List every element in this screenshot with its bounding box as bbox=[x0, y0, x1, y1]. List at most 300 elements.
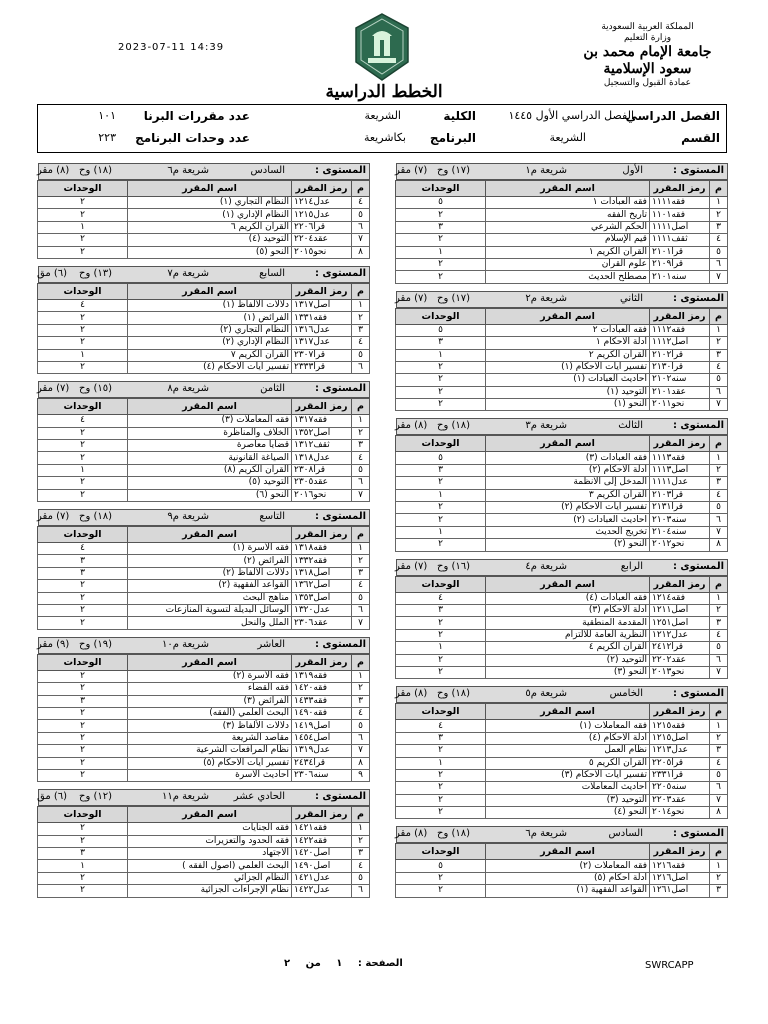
course-units: ٤ bbox=[396, 720, 486, 732]
level-header bbox=[38, 789, 370, 806]
course-units: ٢ bbox=[396, 502, 486, 514]
level-required-count: (٨) مقر bbox=[395, 420, 428, 432]
col-header-no: م bbox=[352, 527, 370, 543]
table-row bbox=[396, 464, 728, 476]
course-code: اصل١١١٣ bbox=[650, 464, 710, 476]
course-no: ٦ bbox=[352, 221, 370, 233]
course-code: اصل١٢١١ bbox=[650, 604, 710, 616]
course-no: ٤ bbox=[352, 860, 370, 872]
col-header-units: الوحدات bbox=[396, 181, 486, 197]
course-name: دلالات الألفاظ (٢) bbox=[128, 567, 292, 579]
course-units: ٢ bbox=[396, 234, 486, 246]
level-name: الثاني bbox=[619, 292, 643, 304]
course-name: فقه المعاملات (١) bbox=[486, 720, 650, 732]
level-required-count: (٦) مق bbox=[37, 791, 68, 803]
level-program: شريعة م٧ bbox=[167, 267, 209, 279]
level-program: شريعة م٩ bbox=[167, 511, 209, 523]
course-name: احاديث المعاملات bbox=[486, 782, 650, 794]
course-units: ٢ bbox=[396, 872, 486, 884]
course-name: قيم الإسلام bbox=[486, 234, 650, 246]
course-no: ٤ bbox=[710, 361, 728, 373]
level-gap bbox=[38, 374, 370, 381]
course-name: النحو (٤) bbox=[486, 807, 650, 819]
level-name: الحادي عشر bbox=[233, 791, 285, 803]
table-row bbox=[396, 629, 728, 641]
course-code: اصل١٣٦٢ bbox=[292, 580, 352, 592]
course-code: قرا٢٣٠٧ bbox=[292, 349, 352, 361]
course-name: الصياغة القانونية bbox=[128, 452, 292, 464]
table-row bbox=[396, 526, 728, 538]
course-no: ٢ bbox=[352, 555, 370, 567]
course-units: ٢ bbox=[38, 745, 128, 757]
course-no: ٣ bbox=[710, 617, 728, 629]
info-row-1 bbox=[38, 109, 726, 131]
course-no: ٧ bbox=[710, 794, 728, 806]
course-units: ١ bbox=[38, 349, 128, 361]
course-units: ٢ bbox=[396, 629, 486, 641]
col-header-name: اسم المقرر bbox=[128, 527, 292, 543]
course-no: ٣ bbox=[710, 745, 728, 757]
table-row bbox=[38, 617, 370, 629]
course-no: ٥ bbox=[710, 246, 728, 258]
course-name: الوسائل البديلة لتسوية المنازعات bbox=[128, 604, 292, 616]
course-code: فقه١١١٢ bbox=[650, 324, 710, 336]
course-units: ٣ bbox=[396, 464, 486, 476]
course-code: قرا٢١٠٢ bbox=[650, 349, 710, 361]
col-header-code: رمز المقرر bbox=[650, 576, 710, 592]
course-units: ٥ bbox=[396, 324, 486, 336]
course-no: ٧ bbox=[710, 666, 728, 678]
course-units: ٥ bbox=[396, 197, 486, 209]
course-code: عدل١٢١٢ bbox=[650, 629, 710, 641]
course-no: ٦ bbox=[710, 514, 728, 526]
table-row bbox=[396, 720, 728, 732]
course-no: ٥ bbox=[710, 642, 728, 654]
course-code: ثقف١١١١ bbox=[650, 234, 710, 246]
courses-table bbox=[37, 398, 370, 502]
course-code: فقه١٤٣٣ bbox=[292, 695, 352, 707]
course-no: ١ bbox=[710, 324, 728, 336]
course-name: النحو (٣) bbox=[486, 666, 650, 678]
table-row bbox=[396, 197, 728, 209]
course-code: اصل١٢٥١ bbox=[650, 617, 710, 629]
level-required-count: (٧) مقر bbox=[37, 511, 70, 523]
course-name: الفرائض (٢) bbox=[128, 555, 292, 567]
level-header bbox=[38, 266, 370, 283]
course-name: التوحيد (٥) bbox=[128, 477, 292, 489]
course-code: عدل١٣١٩ bbox=[292, 745, 352, 757]
level-gap bbox=[396, 411, 728, 418]
table-row bbox=[38, 885, 370, 897]
course-units: ٢ bbox=[396, 617, 486, 629]
course-no: ١ bbox=[352, 543, 370, 555]
level-header bbox=[396, 163, 728, 180]
table-row bbox=[396, 324, 728, 336]
table-row bbox=[396, 654, 728, 666]
course-code: قرا٢٢٠٥ bbox=[650, 757, 710, 769]
course-code: اصل١٤٥٤ bbox=[292, 732, 352, 744]
course-no: ٦ bbox=[710, 654, 728, 666]
course-no: ٤ bbox=[710, 757, 728, 769]
course-no: ١ bbox=[352, 823, 370, 835]
course-name: الخلاف والمناظرة bbox=[128, 427, 292, 439]
course-no: ٤ bbox=[710, 489, 728, 501]
table-row bbox=[38, 312, 370, 324]
course-name: فقه المعاملات (٣) bbox=[128, 415, 292, 427]
course-no: ٢ bbox=[710, 209, 728, 221]
course-no: ٣ bbox=[352, 695, 370, 707]
level-name: العاشر bbox=[257, 638, 285, 650]
course-units: ٢ bbox=[396, 399, 486, 411]
course-code: اصل١٤٢٠ bbox=[292, 848, 352, 860]
course-code: فقه١٢١٦ bbox=[650, 860, 710, 872]
course-name: فقه الحدود والتعزيرات bbox=[128, 835, 292, 847]
course-units: ٢ bbox=[38, 197, 128, 209]
course-name: فقه العبادات (٣) bbox=[486, 452, 650, 464]
course-no: ١ bbox=[352, 299, 370, 311]
course-code: اصل١٢١٥ bbox=[650, 732, 710, 744]
level-hours: (١٨) وح bbox=[437, 828, 471, 840]
course-no: ١ bbox=[352, 670, 370, 682]
plan-info-box bbox=[37, 104, 727, 153]
col-header-no: م bbox=[352, 654, 370, 670]
table-row bbox=[396, 489, 728, 501]
table-row bbox=[396, 745, 728, 757]
course-units: ٢ bbox=[38, 234, 128, 246]
course-units: ٢ bbox=[38, 872, 128, 884]
table-row bbox=[38, 452, 370, 464]
course-name: النظام الإداري (٢) bbox=[128, 337, 292, 349]
table-row bbox=[38, 477, 370, 489]
level-label: المستوى : bbox=[314, 638, 366, 650]
level-block bbox=[38, 381, 370, 502]
table-header-row bbox=[396, 844, 728, 860]
course-name: القران الكريم ٣ bbox=[486, 489, 650, 501]
course-units: ٢ bbox=[396, 361, 486, 373]
course-name: النظام الإداري (١) bbox=[128, 209, 292, 221]
course-name: فقه الأسرة (٢) bbox=[128, 670, 292, 682]
table-row bbox=[38, 246, 370, 258]
table-row bbox=[38, 745, 370, 757]
course-name: النحو (١) bbox=[486, 399, 650, 411]
table-row bbox=[396, 860, 728, 872]
level-name: الرابع bbox=[620, 560, 643, 572]
course-code: فقه١٣٣١ bbox=[292, 312, 352, 324]
course-no: ٤ bbox=[352, 337, 370, 349]
table-row bbox=[38, 670, 370, 682]
course-code: قرا٢١٠٩ bbox=[650, 258, 710, 270]
course-name: البحث العلمي (الفقه) bbox=[128, 707, 292, 719]
level-gap bbox=[38, 782, 370, 789]
course-code: اصل١٤٩٠ bbox=[292, 860, 352, 872]
course-name: تفسير ايات الأحكام (٢) bbox=[486, 502, 650, 514]
level-header bbox=[396, 418, 728, 435]
col-header-no: م bbox=[352, 181, 370, 197]
table-row bbox=[38, 337, 370, 349]
level-program: شريعة م٨ bbox=[167, 383, 209, 395]
table-row bbox=[396, 604, 728, 616]
level-hours: (١٩) وح bbox=[79, 638, 113, 650]
level-program: شريعة م١١ bbox=[162, 791, 209, 803]
course-code: نحو٢٠١٦ bbox=[292, 489, 352, 501]
course-units: ٢ bbox=[38, 670, 128, 682]
courses-table bbox=[395, 576, 728, 680]
col-header-code: رمز المقرر bbox=[650, 436, 710, 452]
col-header-units: الوحدات bbox=[38, 399, 128, 415]
course-no: ٣ bbox=[352, 324, 370, 336]
deanship-name: عمادة القبول والتسجيل bbox=[603, 78, 692, 88]
level-hours: (١٣) وح bbox=[79, 267, 113, 279]
table-row bbox=[396, 794, 728, 806]
table-row bbox=[396, 592, 728, 604]
units-label: عدد وحدات البرنامج bbox=[135, 131, 250, 145]
course-no: ١ bbox=[710, 452, 728, 464]
col-header-no: م bbox=[710, 576, 728, 592]
table-row bbox=[38, 555, 370, 567]
table-header-row bbox=[396, 181, 728, 197]
course-name: فقه العبادات ٢ bbox=[486, 324, 650, 336]
course-units: ٤ bbox=[38, 415, 128, 427]
course-name: علوم القران bbox=[486, 258, 650, 270]
col-header-code: رمز المقرر bbox=[650, 308, 710, 324]
level-name: السابع bbox=[259, 267, 285, 279]
level-program: شريعة م١ bbox=[525, 165, 567, 176]
table-row bbox=[396, 337, 728, 349]
course-no: ٦ bbox=[710, 258, 728, 270]
courses-table bbox=[37, 526, 370, 630]
course-units: ٢ bbox=[38, 312, 128, 324]
system-code: SWRCAPP bbox=[645, 960, 694, 971]
courses-count-label: عدد مقررات البرنا bbox=[143, 109, 250, 123]
course-name: تاريخ الفقه bbox=[486, 209, 650, 221]
course-code: قرا٢٤١٢ bbox=[650, 642, 710, 654]
course-no: ٢ bbox=[352, 683, 370, 695]
course-code: عدل١٢١٤ bbox=[292, 197, 352, 209]
level-label: المستوى : bbox=[672, 688, 724, 700]
course-no: ٢ bbox=[710, 732, 728, 744]
col-header-code: رمز المقرر bbox=[292, 654, 352, 670]
course-no: ٥ bbox=[352, 464, 370, 476]
level-gap bbox=[396, 552, 728, 559]
course-code: نحو٢٠١٤ bbox=[650, 807, 710, 819]
course-name: التوحيد (٢) bbox=[486, 654, 650, 666]
course-code: عدل١١١١ bbox=[650, 477, 710, 489]
level-name: السادس bbox=[608, 828, 643, 840]
course-units: ٢ bbox=[38, 617, 128, 629]
college-value: الشريعة bbox=[364, 109, 401, 122]
course-name: فقه المعاملات (٢) bbox=[486, 860, 650, 872]
level-required-count: (٧) مقر bbox=[37, 383, 70, 395]
col-header-code: رمز المقرر bbox=[650, 844, 710, 860]
table-header-row bbox=[38, 527, 370, 543]
course-code: سنه٢١٠٣ bbox=[650, 514, 710, 526]
course-no: ٢ bbox=[352, 835, 370, 847]
table-row bbox=[38, 835, 370, 847]
course-name: احاديث الأسرة bbox=[128, 769, 292, 781]
level-label: المستوى : bbox=[314, 267, 366, 279]
course-name: التوحيد (٤) bbox=[128, 234, 292, 246]
courses-table bbox=[395, 435, 728, 551]
table-row bbox=[38, 757, 370, 769]
course-code: فقه١١٠١ bbox=[650, 209, 710, 221]
course-name: ادلة احكام (٥) bbox=[486, 872, 650, 884]
course-code: عدل١٢١٥ bbox=[292, 209, 352, 221]
course-units: ٢ bbox=[38, 885, 128, 897]
col-header-no: م bbox=[710, 436, 728, 452]
course-units: ٢ bbox=[396, 654, 486, 666]
level-label: المستوى : bbox=[672, 420, 724, 432]
table-row bbox=[38, 580, 370, 592]
course-units: ٢ bbox=[396, 807, 486, 819]
course-code: فقه١١١٣ bbox=[650, 452, 710, 464]
course-no: ٦ bbox=[710, 782, 728, 794]
course-code: عقد٢٣٠٥ bbox=[292, 477, 352, 489]
col-header-units: الوحدات bbox=[38, 807, 128, 823]
course-units: ١ bbox=[38, 464, 128, 476]
course-units: ٣ bbox=[38, 695, 128, 707]
level-gap bbox=[38, 630, 370, 637]
level-gap bbox=[396, 679, 728, 686]
level-program: شريعة م٢ bbox=[525, 292, 567, 304]
course-units: ٣ bbox=[38, 555, 128, 567]
col-header-name: اسم المقرر bbox=[128, 181, 292, 197]
table-row bbox=[396, 807, 728, 819]
course-no: ١ bbox=[710, 720, 728, 732]
table-row bbox=[38, 209, 370, 221]
course-code: عدل١٢١٣ bbox=[650, 745, 710, 757]
course-code: فقه١٣١٨ bbox=[292, 543, 352, 555]
course-no: ٣ bbox=[710, 885, 728, 897]
course-code: اصل١٢٦١ bbox=[650, 885, 710, 897]
table-row bbox=[396, 514, 728, 526]
course-units: ٤ bbox=[38, 299, 128, 311]
level-gap bbox=[396, 284, 728, 291]
level-label: المستوى : bbox=[314, 511, 366, 523]
course-no: ٦ bbox=[352, 604, 370, 616]
level-required-count: (٩) مقر bbox=[37, 638, 70, 650]
course-no: ٧ bbox=[352, 745, 370, 757]
col-header-no: م bbox=[710, 704, 728, 720]
table-row bbox=[396, 349, 728, 361]
course-no: ٤ bbox=[352, 707, 370, 719]
course-code: فقه١٤٩٠ bbox=[292, 707, 352, 719]
course-code: فقه١٢١٥ bbox=[650, 720, 710, 732]
course-name: نظام الإجراءات الجزائية bbox=[128, 885, 292, 897]
course-no: ١ bbox=[710, 592, 728, 604]
course-no: ٥ bbox=[352, 349, 370, 361]
level-hours: (١٧) وح bbox=[437, 165, 471, 176]
course-code: نحو٢٠١٢ bbox=[650, 539, 710, 551]
course-units: ٢ bbox=[38, 209, 128, 221]
course-name: تفسير ايات الأحكام (٥) bbox=[128, 757, 292, 769]
col-header-no: م bbox=[710, 308, 728, 324]
course-units: ١ bbox=[38, 221, 128, 233]
department-label: القسم bbox=[681, 131, 720, 145]
course-code: عقد٢١٠١ bbox=[650, 386, 710, 398]
col-header-no: م bbox=[352, 283, 370, 299]
course-units: ٢ bbox=[38, 361, 128, 373]
course-code: قرا٢٢٠٦ bbox=[292, 221, 352, 233]
course-name: نظام المرافعات الشرعية bbox=[128, 745, 292, 757]
table-row bbox=[38, 349, 370, 361]
course-units: ٢ bbox=[38, 489, 128, 501]
course-no: ٣ bbox=[352, 848, 370, 860]
course-units: ٢ bbox=[38, 324, 128, 336]
table-row bbox=[38, 299, 370, 311]
level-block bbox=[38, 509, 370, 630]
col-header-name: اسم المقرر bbox=[128, 807, 292, 823]
table-header-row bbox=[396, 704, 728, 720]
course-name: ادلة الأحكام (٤) bbox=[486, 732, 650, 744]
course-no: ٧ bbox=[352, 489, 370, 501]
course-units: ٢ bbox=[38, 757, 128, 769]
semester-label: الفصل الدراسي bbox=[625, 109, 720, 123]
col-header-name: اسم المقرر bbox=[486, 576, 650, 592]
level-block bbox=[396, 418, 728, 551]
col-header-name: اسم المقرر bbox=[128, 399, 292, 415]
course-units: ٢ bbox=[38, 477, 128, 489]
course-no: ٦ bbox=[352, 477, 370, 489]
course-no: ٨ bbox=[710, 539, 728, 551]
course-no: ٧ bbox=[710, 526, 728, 538]
course-name: الفرائض (٣) bbox=[128, 695, 292, 707]
col-header-name: اسم المقرر bbox=[486, 181, 650, 197]
course-no: ٦ bbox=[352, 732, 370, 744]
page-of: من bbox=[305, 958, 321, 969]
course-code: نحو٢٠١٣ bbox=[650, 666, 710, 678]
course-units: ٢ bbox=[38, 452, 128, 464]
col-header-name: اسم المقرر bbox=[486, 704, 650, 720]
course-name: ادلة الأحكام ١ bbox=[486, 337, 650, 349]
university-logo-icon bbox=[352, 12, 412, 82]
level-gap bbox=[38, 502, 370, 509]
units-value: ٢٢٣ bbox=[98, 131, 116, 144]
course-code: قرا٢٣٠٨ bbox=[292, 464, 352, 476]
course-name: التوحيد (١) bbox=[486, 386, 650, 398]
level-name: الثامن bbox=[260, 383, 285, 395]
course-code: اصل١١١٢ bbox=[650, 337, 710, 349]
course-code: سنه٢٣٠٦ bbox=[292, 769, 352, 781]
course-name: مصطلح الحديث bbox=[486, 271, 650, 283]
level-name: الخامس bbox=[609, 688, 643, 700]
course-code: سنه٢١٠٢ bbox=[650, 374, 710, 386]
course-units: ٢ bbox=[396, 477, 486, 489]
level-required-count: (٧) مقر bbox=[395, 165, 428, 176]
col-header-no: م bbox=[710, 181, 728, 197]
course-no: ٥ bbox=[710, 769, 728, 781]
plan-column-right bbox=[396, 163, 728, 898]
table-row bbox=[38, 543, 370, 555]
course-units: ٢ bbox=[396, 374, 486, 386]
level-program: شريعة م٦ bbox=[525, 828, 567, 840]
col-header-name: اسم المقرر bbox=[486, 308, 650, 324]
course-units: ٢ bbox=[396, 769, 486, 781]
print-timestamp: 2023-07-11 14:39 bbox=[118, 42, 225, 53]
level-name: التاسع bbox=[259, 511, 285, 523]
course-no: ٤ bbox=[710, 234, 728, 246]
course-name: القران الكريم ١ bbox=[486, 246, 650, 258]
level-hours: (١٨) وح bbox=[79, 165, 113, 176]
level-block bbox=[38, 637, 370, 783]
level-name: السادس bbox=[250, 165, 285, 176]
course-no: ٥ bbox=[710, 374, 728, 386]
table-row bbox=[38, 592, 370, 604]
table-row bbox=[396, 617, 728, 629]
level-required-count: (٨) مقر bbox=[395, 688, 428, 700]
page-title: الخطط الدراسية bbox=[325, 82, 443, 102]
col-header-units: الوحدات bbox=[38, 181, 128, 197]
table-row bbox=[396, 769, 728, 781]
